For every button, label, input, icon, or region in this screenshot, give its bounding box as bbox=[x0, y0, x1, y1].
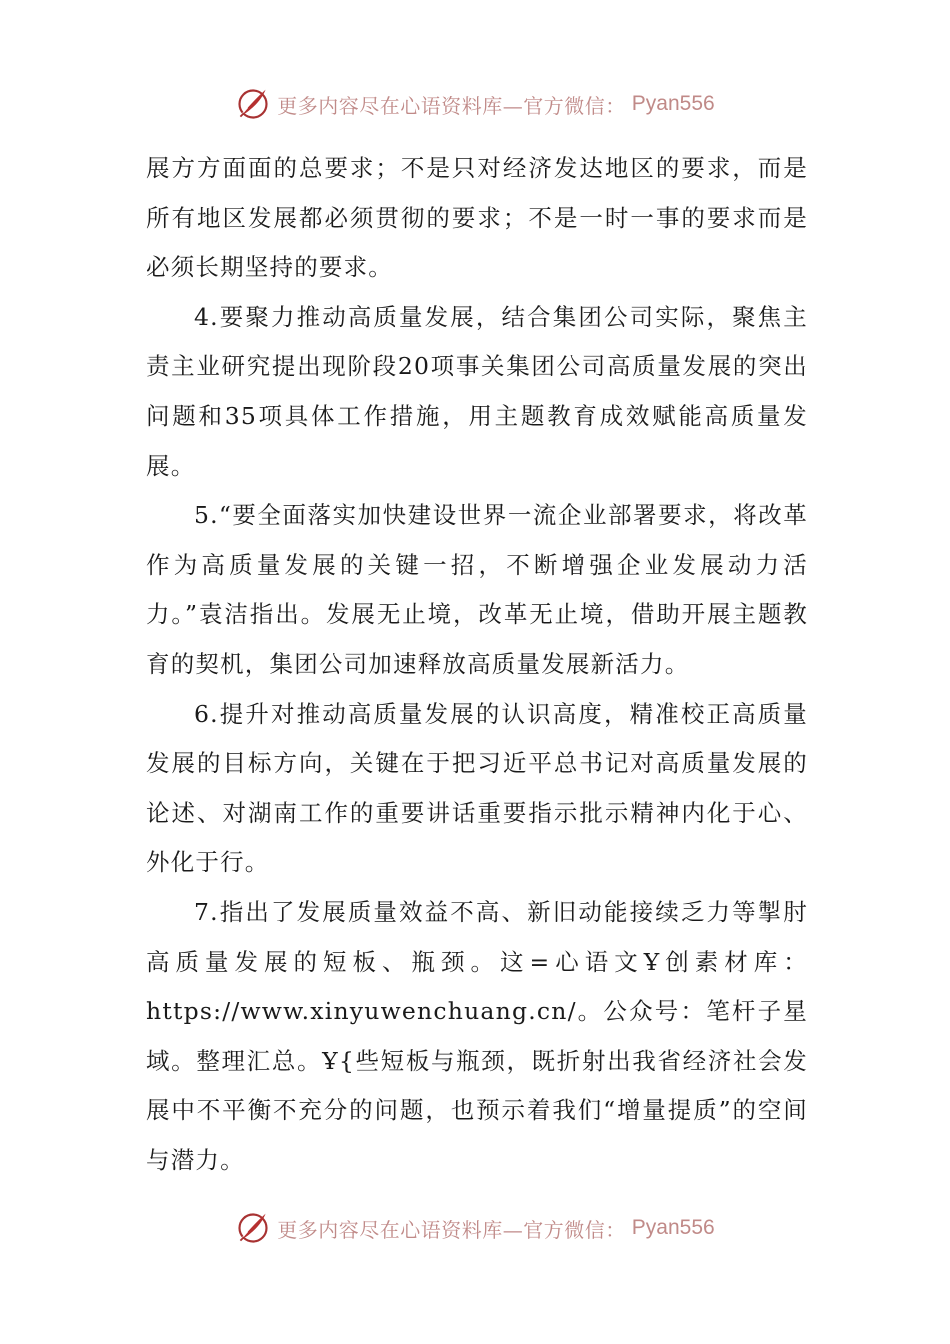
paragraph-item-4: 4.要聚力推动高质量发展，结合集团公司实际，聚焦主责主业研究提出现阶段20项事关集团公司高质量发展的突出问题和35项具体工作措施，用主题教育成效赋能高质量发展。 bbox=[146, 302, 808, 480]
footer-watermark bbox=[235, 1210, 714, 1246]
footer-watermark-text: 更多内容尽在心语资料库—官方微信： bbox=[277, 1217, 626, 1242]
footer-watermark-handle: Pyan556 bbox=[631, 1216, 715, 1239]
paragraph-item-6: 6.提升对推动高质量发展的认识高度，精准校正高质量发展的目标方向，关键在于把习近平总书记对高质量发展的论述、对湖南工作的重要讲话重要指示批示精神内化于心、外化于行。 bbox=[146, 699, 808, 877]
paragraph-item-7: 7.指出了发展质量效益不高、新旧动能接续乏力等掣肘高质量发展的短板、瓶颈。这=心语文Ұ创素材库：https://www.xinyuwenchuang.cn/。公众号：笔杆子星域。整理汇总。Ұ{些短板与瓶颈，既折射出我省经济社会发展中不平衡不充分的问题，也预示着我们“增量提质”的空间与潜力。 bbox=[146, 897, 808, 1174]
page-footer bbox=[0, 1208, 950, 1248]
header-watermark-text: 更多内容尽在心语资料库—官方微信： bbox=[277, 93, 626, 118]
document-body bbox=[146, 144, 808, 1185]
header-watermark-handle: Pyan556 bbox=[631, 92, 715, 115]
quill-logo-icon bbox=[235, 86, 271, 122]
paragraph-item-5: 5.“要全面落实加快建设世界一流企业部署要求，将改革作为高质量发展的关键一招，不断增强企业发展动力活力。”袁洁指出。发展无止境，改革无止境，借助开展主题教育的契机，集团公司加速释放高质量发展新活力。 bbox=[146, 501, 808, 678]
quill-logo-icon bbox=[235, 1210, 271, 1246]
paragraph-continuation: 展方方面面的总要求；不是只对经济发达地区的要求，而是所有地区发展都必须贯彻的要求；不是一时一事的要求而是必须长期坚持的要求。 bbox=[146, 154, 808, 282]
page-header bbox=[0, 84, 950, 124]
header-watermark bbox=[235, 86, 714, 122]
